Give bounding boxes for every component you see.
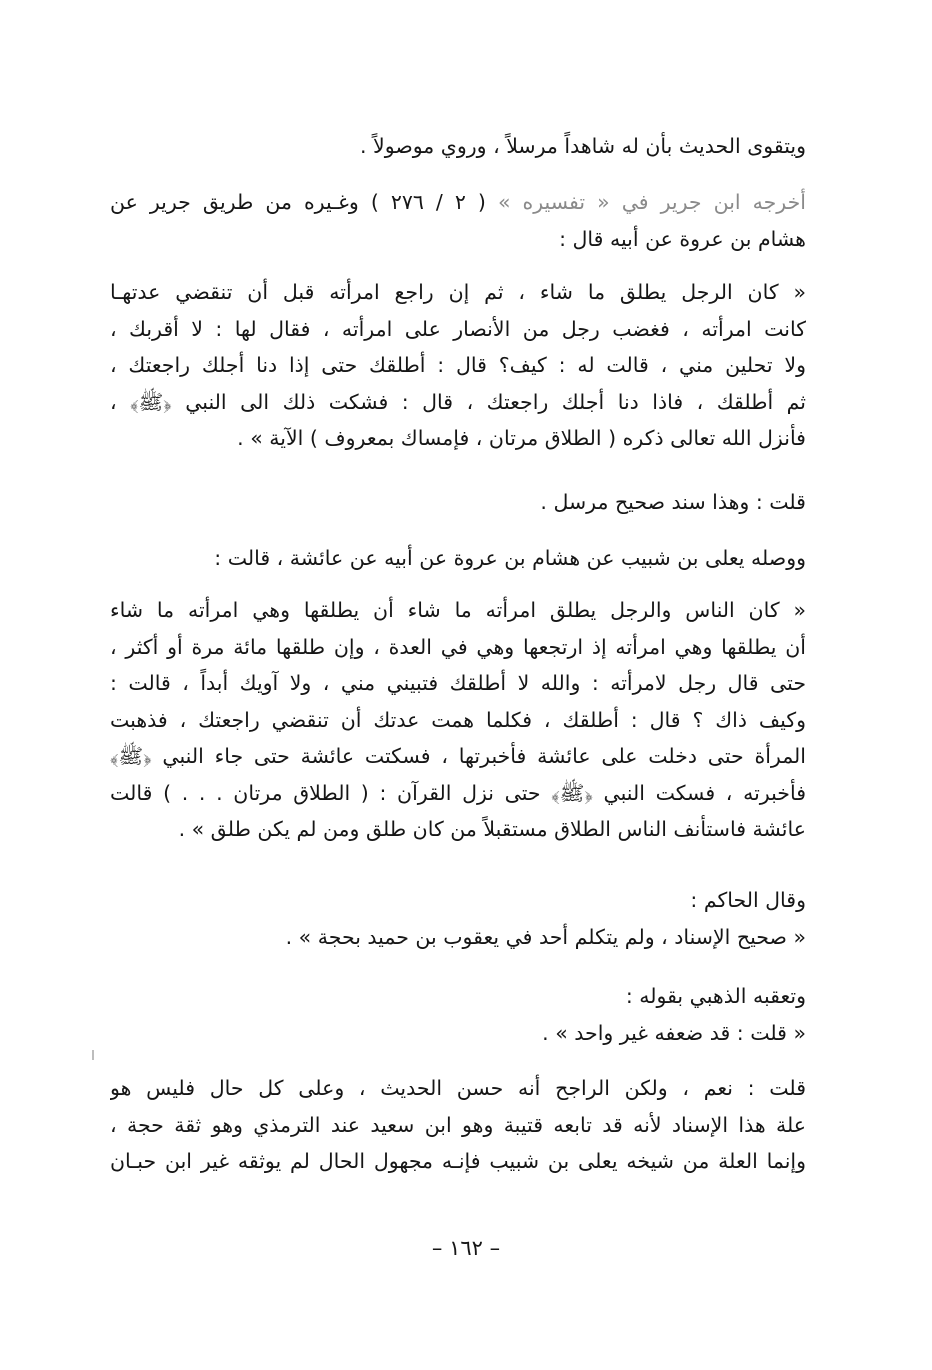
paragraph-7 xyxy=(110,882,850,955)
faded-citation: أخرجه ابن جرير في « تفسيره » xyxy=(497,190,806,214)
citation-rest: ( ٢ / ٢٧٦ ) وغـيره من طريق جرير عن xyxy=(110,190,486,214)
text-line: « كان الناس والرجل يطلق امرأته ما شاء أن يطلقها وهي امرأته ما شاء xyxy=(110,598,806,622)
text-line: عائشة فاستأنف الناس الطلاق مستقبلاً من كان طلق ومن لم يكن طلق » . xyxy=(178,817,806,841)
text-line: وقال الحاكم : xyxy=(690,888,806,912)
text-line: فأخبرته ، فسكت النبي ﴿ﷺ﴾ حتى نزل القرآن : ( الطلاق مرتان . . . ) قالت xyxy=(110,780,806,805)
text-line: المرأة حتى دخلت على عائشة فأخبرتها ، فسكتت عائشة حتى جاء النبي ﴿ﷺ﴾ xyxy=(110,744,806,768)
paragraph-9 xyxy=(110,1070,806,1180)
paragraph-6 xyxy=(110,592,806,848)
text-line: حتى قال رجل لامرأته : والله لا أطلقك فتبيني مني ، ولا آويك أبداً ، قالت : xyxy=(110,671,806,695)
paragraph-5 xyxy=(110,540,806,577)
text-line xyxy=(110,184,806,221)
text-line: وكيف ذاك ؟ قال : أطلقك ، فكلما همت عدتك أن تنقضي راجعتك ، فذهبت xyxy=(110,707,806,732)
text-line: أن يطلقها وهي امرأته إذ ارتجعها وهي في العدة ، وإن طلقها مائة مرة أو أكثر ، xyxy=(110,634,806,659)
text-line: « صحيح الإسناد ، ولم يتكلم أحد في يعقوب بن حميد بحجة » . xyxy=(285,924,806,949)
margin-mark xyxy=(92,1050,94,1060)
text-line: هشام بن عروة عن أبيه قال : xyxy=(559,226,806,251)
page-number: – ١٦٢ – xyxy=(431,1236,501,1260)
text-line: قلت : نعم ، ولكن الراجح أنه حسن الحديث ، وعلى كل حال فليس هو xyxy=(110,1076,806,1100)
text-line: ولا تحلين مني ، قالت له : كيف؟ قال : أطلقك حتى إذا دنا أجلك راجعتك ، xyxy=(110,353,806,377)
text-line: علة هذا الإسناد لأنه قد تابعه قتيبة وهو ابن سعيد عند الترمذي وهو ثقة حجة ، xyxy=(110,1112,806,1137)
paragraph-4 xyxy=(110,484,850,521)
text-line: ويتقوى الحديث بأن له شاهداً مرسلاً ، وروي موصولاً . xyxy=(360,134,806,158)
paragraph-1 xyxy=(110,128,806,165)
text-line: ثم أطلقك ، فاذا دنا أجلك راجعتك ، قال : فشكت ذلك الى النبي ﴿ﷺ﴾ ، xyxy=(110,389,806,414)
paragraph-2 xyxy=(110,184,806,257)
text-line: كانت امرأته ، فغضب رجل من الأنصار على امرأته ، فقال لها : لا أقربك ، xyxy=(110,316,806,341)
text-line: وإنما العلة من شيخه يعلى بن شبيب فإنـه مجهول الحال لم يوثقه غير ابن حبـان xyxy=(110,1149,806,1173)
paragraph-3 xyxy=(110,274,806,457)
text-line: ووصله يعلى بن شبيب عن هشام بن عروة عن أبيه عن عائشة ، قالت : xyxy=(214,546,806,570)
text-line: « قلت : قد ضعفه غير واحد » . xyxy=(542,1020,806,1045)
text-line: قلت : وهذا سند صحيح مرسل . xyxy=(540,490,806,514)
paragraph-8 xyxy=(110,978,850,1051)
text-line: فأنزل الله تعالى ذكره ( الطلاق مرتان ، فإمساك بمعروف ) الآية » . xyxy=(237,426,806,450)
text-line: وتعقبه الذهبي بقوله : xyxy=(625,984,806,1008)
text-line: « كان الرجل يطلق ما شاء ، ثم إن راجع امرأته قبل أن تنقضي عدتهـا xyxy=(110,280,806,304)
